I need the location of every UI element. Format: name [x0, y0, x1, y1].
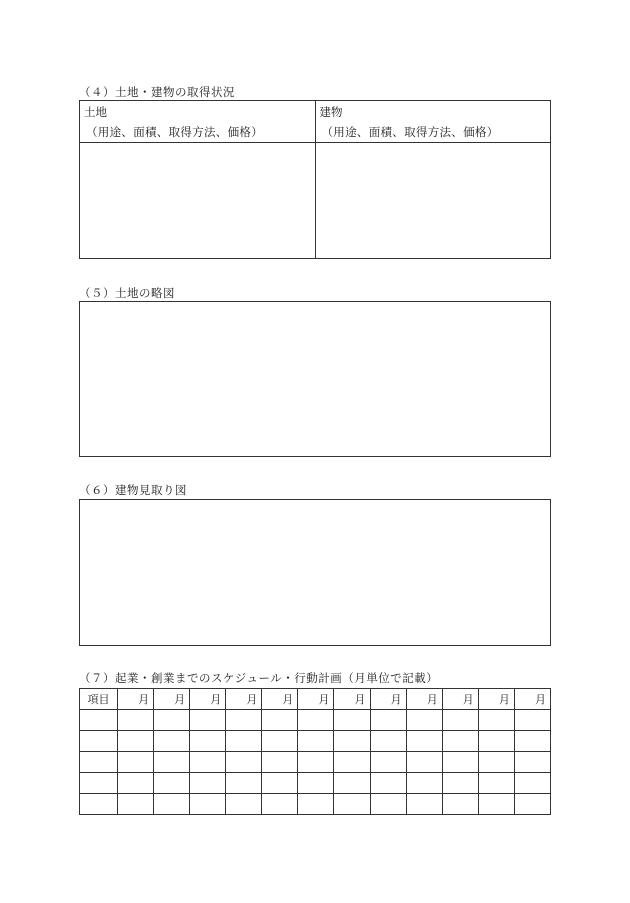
schedule-month-cell[interactable] [298, 752, 334, 773]
schedule-month-cell[interactable] [514, 794, 550, 815]
month-column-header: 月 [334, 689, 370, 710]
schedule-month-cell[interactable] [478, 752, 514, 773]
schedule-month-cell[interactable] [334, 773, 370, 794]
building-title: 建物 [319, 105, 343, 119]
schedule-header-row [80, 689, 551, 710]
schedule-month-cell[interactable] [478, 773, 514, 794]
schedule-month-cell[interactable] [442, 752, 478, 773]
schedule-month-cell[interactable] [370, 731, 406, 752]
schedule-month-cell[interactable] [154, 710, 190, 731]
schedule-month-cell[interactable] [190, 794, 226, 815]
schedule-month-cell[interactable] [514, 731, 550, 752]
schedule-row [80, 731, 551, 752]
schedule-month-cell[interactable] [298, 710, 334, 731]
schedule-item-cell[interactable] [80, 731, 118, 752]
land-header-cell [80, 101, 316, 143]
schedule-row [80, 794, 551, 815]
item-column-header: 項目 [80, 689, 118, 710]
land-entry-cell[interactable] [80, 143, 316, 259]
month-column-header: 月 [118, 689, 154, 710]
schedule-month-cell[interactable] [406, 752, 442, 773]
month-column-header: 月 [154, 689, 190, 710]
month-column-header: 月 [442, 689, 478, 710]
schedule-month-cell[interactable] [334, 794, 370, 815]
month-column-header: 月 [406, 689, 442, 710]
schedule-table [79, 688, 551, 815]
schedule-month-cell[interactable] [118, 731, 154, 752]
schedule-month-cell[interactable] [406, 710, 442, 731]
building-subtitle: （用途、面積、取得方法、価格） [321, 125, 499, 139]
building-entry-cell[interactable] [315, 143, 551, 259]
schedule-month-cell[interactable] [370, 773, 406, 794]
schedule-month-cell[interactable] [442, 794, 478, 815]
schedule-month-cell[interactable] [370, 710, 406, 731]
schedule-month-cell[interactable] [190, 752, 226, 773]
land-sketch-box[interactable] [79, 301, 551, 457]
schedule-month-cell[interactable] [118, 773, 154, 794]
schedule-month-cell[interactable] [154, 731, 190, 752]
schedule-row [80, 773, 551, 794]
section-4-heading: （４）土地・建物の取得状況 [79, 85, 235, 99]
schedule-month-cell[interactable] [190, 773, 226, 794]
month-column-header: 月 [370, 689, 406, 710]
schedule-month-cell[interactable] [334, 731, 370, 752]
schedule-row [80, 752, 551, 773]
schedule-month-cell[interactable] [406, 794, 442, 815]
month-column-header: 月 [478, 689, 514, 710]
section-7-heading: （７）起業・創業までのスケジュール・行動計画（月単位で記載） [79, 671, 439, 685]
schedule-month-cell[interactable] [370, 752, 406, 773]
schedule-row [80, 710, 551, 731]
schedule-month-cell[interactable] [226, 731, 262, 752]
schedule-month-cell[interactable] [262, 794, 298, 815]
schedule-month-cell[interactable] [478, 731, 514, 752]
building-floorplan-box[interactable] [79, 499, 551, 646]
schedule-item-cell[interactable] [80, 710, 118, 731]
month-column-header: 月 [226, 689, 262, 710]
schedule-month-cell[interactable] [226, 752, 262, 773]
schedule-month-cell[interactable] [406, 773, 442, 794]
section-5-heading: （５）土地の略図 [79, 286, 175, 300]
schedule-month-cell[interactable] [118, 794, 154, 815]
schedule-month-cell[interactable] [118, 752, 154, 773]
schedule-month-cell[interactable] [262, 710, 298, 731]
schedule-month-cell[interactable] [226, 773, 262, 794]
schedule-month-cell[interactable] [298, 794, 334, 815]
schedule-month-cell[interactable] [334, 710, 370, 731]
schedule-month-cell[interactable] [154, 752, 190, 773]
schedule-month-cell[interactable] [370, 794, 406, 815]
schedule-item-cell[interactable] [80, 752, 118, 773]
schedule-month-cell[interactable] [262, 752, 298, 773]
schedule-month-cell[interactable] [226, 794, 262, 815]
building-header-cell [315, 101, 551, 143]
schedule-month-cell[interactable] [118, 710, 154, 731]
schedule-month-cell[interactable] [262, 773, 298, 794]
schedule-month-cell[interactable] [514, 752, 550, 773]
schedule-month-cell[interactable] [478, 710, 514, 731]
schedule-month-cell[interactable] [190, 731, 226, 752]
schedule-month-cell[interactable] [154, 794, 190, 815]
month-column-header: 月 [262, 689, 298, 710]
schedule-month-cell[interactable] [334, 752, 370, 773]
schedule-month-cell[interactable] [514, 773, 550, 794]
schedule-month-cell[interactable] [262, 731, 298, 752]
month-column-header: 月 [190, 689, 226, 710]
schedule-month-cell[interactable] [298, 731, 334, 752]
schedule-month-cell[interactable] [406, 731, 442, 752]
schedule-month-cell[interactable] [298, 773, 334, 794]
schedule-month-cell[interactable] [442, 773, 478, 794]
schedule-month-cell[interactable] [442, 731, 478, 752]
land-subtitle: （用途、面積、取得方法、価格） [86, 125, 263, 139]
section-6-heading: （６）建物見取り図 [79, 483, 187, 497]
schedule-month-cell[interactable] [478, 794, 514, 815]
land-title: 土地 [84, 105, 107, 119]
schedule-month-cell[interactable] [514, 710, 550, 731]
schedule-month-cell[interactable] [190, 710, 226, 731]
schedule-month-cell[interactable] [442, 710, 478, 731]
month-column-header: 月 [298, 689, 334, 710]
schedule-item-cell[interactable] [80, 773, 118, 794]
acquisition-table [79, 100, 551, 259]
month-column-header: 月 [514, 689, 550, 710]
schedule-item-cell[interactable] [80, 794, 118, 815]
schedule-month-cell[interactable] [226, 710, 262, 731]
schedule-month-cell[interactable] [154, 773, 190, 794]
